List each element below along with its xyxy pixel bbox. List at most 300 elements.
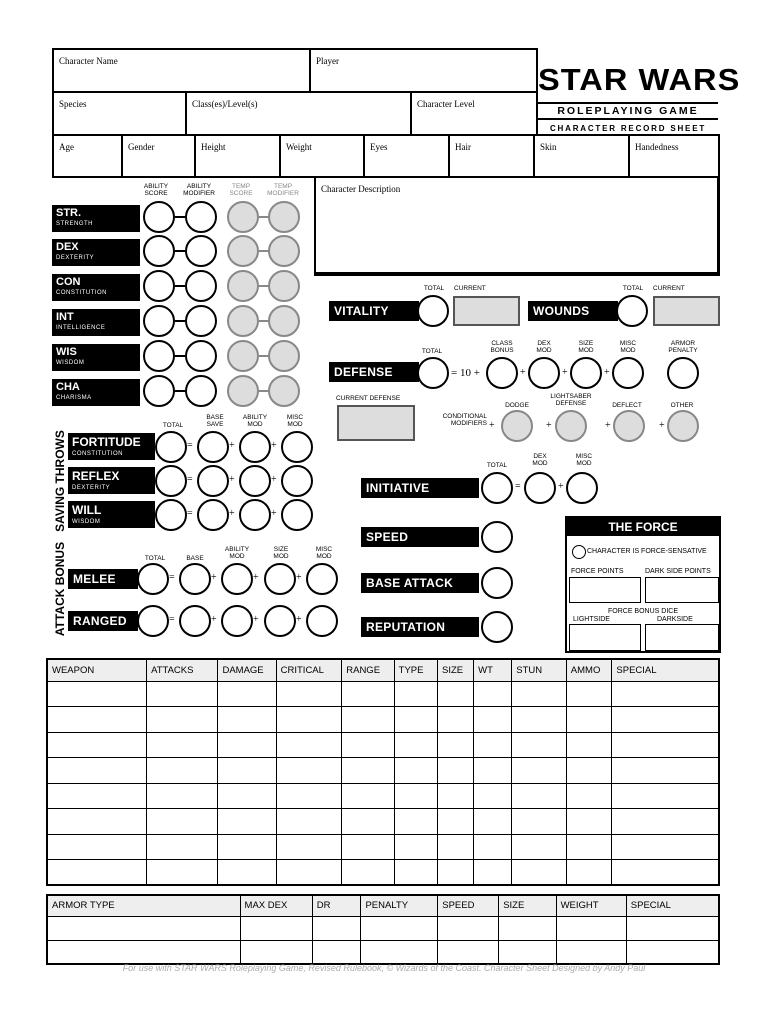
armor-table [46,894,720,965]
weapons-cell[interactable] [512,758,567,784]
armor-cell[interactable] [626,916,719,940]
defense-armor-penalty-circle[interactable] [667,357,699,389]
weapons-cell[interactable] [276,860,342,886]
dark-side-points-heading: DARK SIDE POINTS [645,568,711,575]
defense-label: DEFENSE [329,362,419,382]
weapons-cell[interactable] [512,860,567,886]
weapons-table [46,658,720,886]
melee-total-circle[interactable] [137,563,169,595]
weapons-column-header: DAMAGE [218,659,276,681]
armor-column-header: PENALTY [361,895,438,916]
weapons-cell[interactable] [394,809,437,835]
save-ability: WISDOM [72,519,101,525]
armor-cell[interactable] [556,940,626,964]
weapons-cell[interactable] [438,809,474,835]
logo-title: STAR WARS [538,62,741,97]
ability-label-dexterity [52,239,140,266]
operator: + [229,508,235,519]
age-field[interactable]: Age [52,134,123,178]
connector [259,390,269,392]
armor-cell[interactable] [626,940,719,964]
weight-field[interactable]: Weight [279,134,365,178]
ability-abbr: WIS [56,346,77,358]
intelligence-temp-score-circle[interactable] [227,305,259,337]
force-points-box[interactable] [569,577,641,603]
operator: + [271,508,277,519]
weapons-cell[interactable] [438,732,474,758]
dodge-heading: DODGE [505,402,529,409]
vitality-total-circle[interactable] [417,295,449,327]
defense-total-circle[interactable] [417,357,449,389]
weapons-cell[interactable] [147,758,218,784]
armor-column-header: ARMOR TYPE [47,895,240,916]
weapons-cell[interactable] [474,758,512,784]
armor-cell[interactable] [499,916,556,940]
connector [259,320,269,322]
save-name: REFLEX [72,469,120,483]
attack-ability-heading: ABILITY MOD [224,546,250,560]
weapons-cell[interactable] [512,707,567,733]
weapons-row [47,809,719,835]
weapons-cell[interactable] [438,707,474,733]
fortitude-total-circle[interactable] [155,431,187,463]
weapons-cell[interactable] [612,783,719,809]
weapons-column-header: CRITICAL [276,659,342,681]
weapons-column-header: WEAPON [47,659,147,681]
fortitude-ability-mod-circle[interactable] [239,431,271,463]
reputation-circle[interactable] [481,611,513,643]
ranged-label: RANGED [68,611,138,631]
armor-row [47,916,719,940]
wounds-current-heading: CURRENT [653,285,685,292]
operator: + [253,614,259,625]
force-bonus-dice-heading: FORCE BONUS DICE [607,608,678,615]
weapons-cell[interactable] [438,834,474,860]
weapons-cell[interactable] [276,758,342,784]
defense-size-mod-circle[interactable] [570,357,602,389]
charisma-temp-score-circle[interactable] [227,375,259,407]
weapons-cell[interactable] [394,707,437,733]
intelligence-temp-modifier-circle[interactable] [268,305,300,337]
weapons-cell[interactable] [276,681,342,707]
hair-field[interactable]: Hair [448,134,535,178]
weapons-cell[interactable] [218,758,276,784]
connector [175,320,185,322]
weapons-cell[interactable] [566,732,612,758]
vitality-current-box[interactable] [453,296,520,326]
weapons-cell[interactable] [612,809,719,835]
constitution-modifier-circle[interactable] [185,270,217,302]
connector [259,285,269,287]
current-defense-heading: CURRENT DEFENSE [336,395,401,402]
intelligence-modifier-circle[interactable] [185,305,217,337]
weapons-cell[interactable] [612,732,719,758]
attack-misc-heading: MISC MOD [315,546,333,560]
weapons-cell[interactable] [147,834,218,860]
defense-ten-label: = 10 + [451,367,480,379]
weapons-cell[interactable] [147,860,218,886]
weapons-cell[interactable] [438,860,474,886]
intelligence-score-circle[interactable] [143,305,175,337]
weapons-cell[interactable] [218,834,276,860]
weapons-row [47,758,719,784]
weapons-cell[interactable] [566,707,612,733]
operator: + [229,474,235,485]
melee-size-mod-circle[interactable] [264,563,296,595]
armor-cell[interactable] [47,916,240,940]
weapons-cell[interactable] [474,732,512,758]
vitality-current-heading: CURRENT [454,285,486,292]
character-level-field[interactable]: Character Level [410,91,538,136]
weapons-cell[interactable] [394,860,437,886]
weapons-cell[interactable] [147,732,218,758]
classes-field[interactable]: Class(es)/Level(s) [185,91,412,136]
darkside-box[interactable] [645,624,719,651]
operator: + [211,614,217,625]
dark-side-points-box[interactable] [645,577,719,603]
weapons-cell[interactable] [394,732,437,758]
weapons-cell[interactable] [474,860,512,886]
force-panel [565,516,721,653]
wisdom-score-circle[interactable] [143,340,175,372]
initiative-dex-circle[interactable] [524,472,556,504]
force-sensitive-checkbox[interactable] [572,545,586,559]
melee-ability-mod-circle[interactable] [221,563,253,595]
weapons-cell[interactable] [218,732,276,758]
fortitude-base-save-circle[interactable] [197,431,229,463]
connector [259,250,269,252]
vitality-label: VITALITY [329,301,419,321]
weapons-column-header: SPECIAL [612,659,719,681]
saving-throws-label: SAVING THROWS [53,430,67,532]
other-circle[interactable] [667,410,699,442]
weapons-cell[interactable] [47,860,147,886]
ability-label-strength [52,205,140,232]
ability-name: STRENGTH [56,221,93,227]
weapons-cell[interactable] [612,834,719,860]
strength-score-circle[interactable] [143,201,175,233]
eyes-field[interactable]: Eyes [363,134,450,178]
weapons-cell[interactable] [394,834,437,860]
weapons-cell[interactable] [47,834,147,860]
weapons-cell[interactable] [512,809,567,835]
weapons-row [47,860,719,886]
weapons-cell[interactable] [147,681,218,707]
weapons-column-header: RANGE [342,659,394,681]
character-name-field[interactable]: Character Name [52,48,311,93]
vitality-total-heading: TOTAL [423,285,445,292]
save-misc-heading: MISC MOD [286,414,304,428]
ability-name: WISDOM [56,360,85,366]
gender-field[interactable]: Gender [121,134,196,178]
ability-name: INTELLIGENCE [56,325,106,331]
armor-cell[interactable] [240,940,312,964]
defense-misc-mod-circle[interactable] [612,357,644,389]
weapons-cell[interactable] [474,707,512,733]
weapons-cell[interactable] [512,783,567,809]
weapons-cell[interactable] [47,809,147,835]
armor-row [47,940,719,964]
lightsaber-defense-circle[interactable] [555,410,587,442]
weapons-cell[interactable] [218,707,276,733]
lightsaber-defense-heading: LIGHTSABER DEFENSE [550,393,592,407]
will-base-save-circle[interactable] [197,499,229,531]
weapons-cell[interactable] [394,681,437,707]
weapons-cell[interactable] [394,783,437,809]
species-field[interactable]: Species [52,91,187,136]
weapons-cell[interactable] [612,758,719,784]
weapons-cell[interactable] [342,732,394,758]
defense-total-heading: TOTAL [421,348,443,355]
height-field[interactable]: Height [194,134,281,178]
connector [175,355,185,357]
ability-abbr: INT [56,311,74,323]
initiative-label: INITIATIVE [361,478,479,498]
weapons-cell[interactable] [394,758,437,784]
weapons-cell[interactable] [147,707,218,733]
weapons-row [47,834,719,860]
defense-dex-mod-circle[interactable] [528,357,560,389]
initiative-misc-heading: MISC MOD [575,453,593,467]
save-name: FORTITUDE [72,435,141,449]
will-misc-mod-circle[interactable] [281,499,313,531]
conditional-modifiers-heading: CONDITIONAL MODIFIERS [442,413,487,427]
weapons-cell[interactable] [342,783,394,809]
weapons-cell[interactable] [566,783,612,809]
darkside-heading: DARKSIDE [657,616,693,623]
ranged-size-mod-circle[interactable] [264,605,296,637]
initiative-total-circle[interactable] [481,472,513,504]
operator: + [211,572,217,583]
weapons-cell[interactable] [612,707,719,733]
strength-temp-score-circle[interactable] [227,201,259,233]
base-attack-circle[interactable] [481,567,513,599]
ranged-misc-mod-circle[interactable] [306,605,338,637]
attack-bonus-label: ATTACK BONUS [53,541,67,637]
weapons-cell[interactable] [438,681,474,707]
weapons-column-header: TYPE [394,659,437,681]
force-points-heading: FORCE POINTS [571,568,624,575]
reflex-misc-mod-circle[interactable] [281,465,313,497]
weapons-cell[interactable] [438,758,474,784]
strength-temp-modifier-circle[interactable] [268,201,300,233]
melee-base-circle[interactable] [179,563,211,595]
weapons-column-header: ATTACKS [147,659,218,681]
melee-misc-mod-circle[interactable] [306,563,338,595]
weapons-cell[interactable] [474,783,512,809]
weapons-cell[interactable] [512,732,567,758]
charisma-score-circle[interactable] [143,375,175,407]
armor-cell[interactable] [438,940,499,964]
dexterity-score-circle[interactable] [143,235,175,267]
weapons-column-header: STUN [512,659,567,681]
armor-cell[interactable] [47,940,240,964]
weapons-cell[interactable] [438,783,474,809]
other-heading: OTHER [670,402,694,409]
defense-dex-mod-heading: DEX MOD [536,340,552,354]
melee-label: MELEE [68,569,138,589]
lightside-box[interactable] [569,624,641,651]
armor-cell[interactable] [499,940,556,964]
weapons-cell[interactable] [47,681,147,707]
weapons-cell[interactable] [47,758,147,784]
dodge-circle[interactable] [501,410,533,442]
speed-label: SPEED [361,527,479,547]
weapons-cell[interactable] [566,834,612,860]
dexterity-modifier-circle[interactable] [185,235,217,267]
weapons-cell[interactable] [147,809,218,835]
charisma-temp-modifier-circle[interactable] [268,375,300,407]
weapons-row [47,707,719,733]
weapons-cell[interactable] [218,681,276,707]
save-base-heading: BASE SAVE [206,414,224,428]
armor-column-header: SIZE [499,895,556,916]
attack-total-heading: TOTAL [144,555,166,562]
armor-column-header: SPECIAL [626,895,719,916]
wounds-label: WOUNDS [528,301,618,321]
reflex-ability-mod-circle[interactable] [239,465,271,497]
weapons-cell[interactable] [474,834,512,860]
wisdom-modifier-circle[interactable] [185,340,217,372]
constitution-temp-modifier-circle[interactable] [268,270,300,302]
strength-modifier-circle[interactable] [185,201,217,233]
skin-field[interactable]: Skin [533,134,630,178]
handedness-field[interactable]: Handedness [628,134,720,178]
dexterity-temp-modifier-circle[interactable] [268,235,300,267]
weapons-column-header: AMMO [566,659,612,681]
weapons-cell[interactable] [342,681,394,707]
defense-size-mod-heading: SIZE MOD [578,340,594,354]
weapons-cell[interactable] [276,834,342,860]
weapons-cell[interactable] [566,809,612,835]
weapons-cell[interactable] [612,681,719,707]
armor-cell[interactable] [240,916,312,940]
deflect-circle[interactable] [613,410,645,442]
will-ability-mod-circle[interactable] [239,499,271,531]
weapons-cell[interactable] [566,681,612,707]
weapons-cell[interactable] [276,707,342,733]
ability-score-heading: ABILITY SCORE [143,183,169,197]
ability-abbr: DEX [56,241,79,253]
force-title: THE FORCE [567,518,719,536]
operator: = [187,508,193,519]
weapons-cell[interactable] [342,758,394,784]
ability-name: DEXTERITY [56,255,95,261]
player-field[interactable]: Player [309,48,538,93]
save-label-will [68,501,155,528]
armor-cell[interactable] [438,916,499,940]
wounds-total-heading: TOTAL [622,285,644,292]
initiative-total-heading: TOTAL [486,462,508,469]
constitution-temp-score-circle[interactable] [227,270,259,302]
wisdom-temp-score-circle[interactable] [227,340,259,372]
weapons-cell[interactable] [566,758,612,784]
operator: = [187,474,193,485]
ranged-total-circle[interactable] [137,605,169,637]
dexterity-temp-score-circle[interactable] [227,235,259,267]
initiative-misc-circle[interactable] [566,472,598,504]
wounds-current-box[interactable] [653,296,720,326]
weapons-cell[interactable] [566,860,612,886]
weapons-cell[interactable] [276,732,342,758]
weapons-row [47,681,719,707]
save-name: WILL [72,503,102,517]
defense-misc-mod-heading: MISC MOD [619,340,637,354]
armor-column-header: MAX DEX [240,895,312,916]
fortitude-misc-mod-circle[interactable] [281,431,313,463]
weapons-cell[interactable] [47,732,147,758]
weapons-cell[interactable] [512,834,567,860]
defense-class-bonus-circle[interactable] [486,357,518,389]
reflex-base-save-circle[interactable] [197,465,229,497]
operator: = [187,440,193,451]
weapons-cell[interactable] [276,809,342,835]
defense-class-bonus-heading: CLASS BONUS [490,340,514,354]
constitution-score-circle[interactable] [143,270,175,302]
weapons-cell[interactable] [47,707,147,733]
weapons-cell[interactable] [612,860,719,886]
weapons-cell[interactable] [474,809,512,835]
force-sensitive-label: CHARACTER IS FORCE-SENSATIVE [587,548,707,555]
save-ability: CONSTITUTION [72,451,123,457]
current-defense-box[interactable] [337,405,415,441]
operator: + [271,474,277,485]
weapons-cell[interactable] [276,783,342,809]
charisma-modifier-circle[interactable] [185,375,217,407]
save-ability: DEXTERITY [72,485,111,491]
weapons-cell[interactable] [218,783,276,809]
weapons-cell[interactable] [512,681,567,707]
ability-label-charisma [52,379,140,406]
ranged-ability-mod-circle[interactable] [221,605,253,637]
logo-subtitle: ROLEPLAYING GAME [538,102,718,120]
ability-label-constitution [52,274,140,301]
weapons-cell[interactable] [147,783,218,809]
weapons-cell[interactable] [47,783,147,809]
will-total-circle[interactable] [155,499,187,531]
wounds-total-circle[interactable] [616,295,648,327]
reflex-total-circle[interactable] [155,465,187,497]
operator: + [229,440,235,451]
star-wars-logo [538,62,741,142]
weapons-cell[interactable] [342,707,394,733]
operator: + [296,614,302,625]
weapons-cell[interactable] [218,809,276,835]
armor-cell[interactable] [556,916,626,940]
weapons-cell[interactable] [342,860,394,886]
armor-column-header: DR [312,895,361,916]
armor-cell[interactable] [361,916,438,940]
logo-subtitle-sheet: CHARACTER RECORD SHEET [549,124,707,133]
operator: + [271,440,277,451]
wisdom-temp-modifier-circle[interactable] [268,340,300,372]
temp-modifier-heading: TEMP MODIFIER [267,183,299,197]
armor-cell[interactable] [361,940,438,964]
character-description-field[interactable]: Character Description [314,176,720,276]
armor-cell[interactable] [312,916,361,940]
operator: = [169,614,175,625]
weapons-cell[interactable] [342,834,394,860]
speed-circle[interactable] [481,521,513,553]
attack-size-heading: SIZE MOD [273,546,289,560]
weapons-cell[interactable] [474,681,512,707]
deflect-heading: DEFLECT [612,402,642,409]
save-label-fortitude [68,433,155,460]
weapons-cell[interactable] [218,860,276,886]
armor-cell[interactable] [312,940,361,964]
weapons-cell[interactable] [342,809,394,835]
ranged-base-circle[interactable] [179,605,211,637]
